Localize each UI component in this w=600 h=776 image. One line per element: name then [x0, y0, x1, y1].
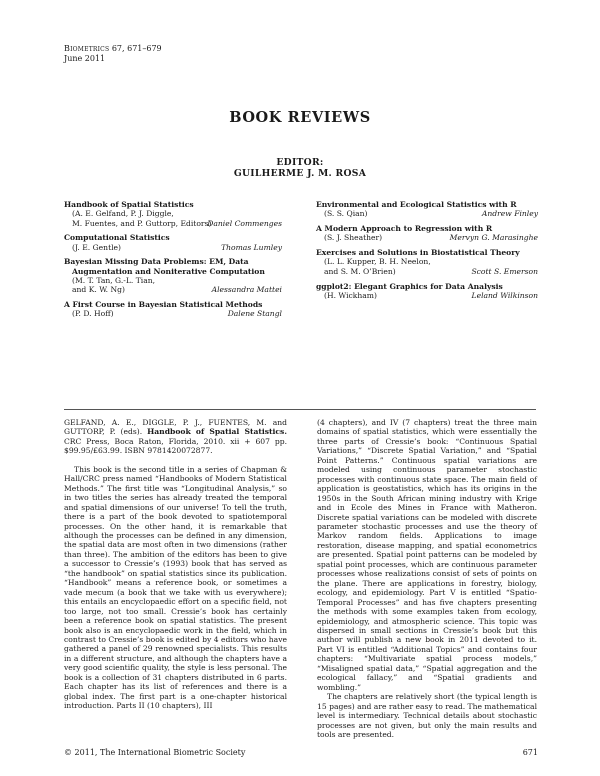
toc-book-title: Handbook of Spatial Statistics	[64, 200, 194, 209]
toc-author-line: and K. W. Ng)	[72, 285, 125, 295]
toc-entry	[64, 233, 282, 252]
journal-volume-pages: 67, 671–679	[111, 44, 162, 53]
toc-entry	[64, 200, 282, 228]
toc-book-title: A First Course in Bayesian Statistical Methods	[64, 300, 263, 310]
toc-reviewer: Andrew Finley	[481, 209, 538, 219]
review-column-right	[317, 418, 537, 739]
toc-book-authors	[64, 276, 282, 295]
toc-reviewer: Thomas Lumley	[221, 242, 282, 252]
toc-book-authors	[316, 291, 538, 300]
toc-reviewer: Scott S. Emerson	[471, 266, 538, 276]
toc-author-line: (S. S. Qian)	[324, 209, 368, 219]
toc-reviewer: Leland Wilkinson	[471, 290, 538, 300]
toc-entry	[316, 282, 538, 301]
citation-authors: GELFAND, A. E., DIGGLE, P. J., FUENTES, M. and GUTTORP, P. (eds).	[64, 418, 287, 437]
section-divider	[64, 409, 536, 410]
toc-book-title: Computational Statistics	[64, 233, 170, 243]
review-paragraph: The chapters are relatively short (the typical length is 15 pages) and are rather easy to read. The mathematical level is intermediary. Technical details about stochastic processes are not given, but only the main results and tools are presented.	[317, 692, 537, 739]
toc-book-authors	[64, 209, 282, 228]
toc-author-line: (M. T. Tan, G.-L. Tian,	[72, 276, 156, 286]
citation-publication: CRC Press, Boca Raton, Florida, 2010. xii + 607 pp. $99.95/£63.99. ISBN 9781420072877.	[64, 436, 287, 456]
journal-header	[64, 44, 162, 64]
toc-author-line: M. Fuentes, and P. Guttorp, Editors)	[72, 218, 212, 228]
toc-author-line: and S. M. O’Brien)	[324, 266, 396, 276]
journal-date: June 2011	[64, 54, 106, 63]
editor-label: EDITOR:	[276, 157, 324, 168]
editor-block	[0, 157, 600, 179]
section-title: BOOK REVIEWS	[229, 109, 371, 126]
toc-book-authors	[64, 309, 282, 318]
toc-book-title: Environmental and Ecological Statistics with R	[316, 200, 517, 209]
toc-book-authors	[316, 209, 538, 218]
page-number: 671	[522, 748, 538, 757]
toc-book-title: A Modern Approach to Regression with R	[316, 224, 493, 234]
toc-reviewer: Alessandra Mattei	[211, 285, 282, 295]
citation-book-title: Handbook of Spatial Statistics.	[147, 427, 287, 437]
toc-reviewer: Dalene Stangl	[227, 309, 282, 319]
toc-entry	[64, 257, 282, 294]
toc-left-column	[64, 200, 282, 324]
editor-name: GUILHERME J. M. ROSA	[233, 168, 367, 179]
toc-book-title: ggplot2: Elegant Graphics for Data Analysis	[316, 281, 503, 291]
toc-reviewer: Mervyn G. Marasinghe	[449, 233, 538, 243]
review-citation	[64, 418, 287, 456]
toc-book-authors	[316, 233, 538, 242]
toc-author-line: (S. J. Sheather)	[324, 233, 383, 243]
toc-entry	[316, 248, 538, 276]
toc-author-line: (J. E. Gentle)	[72, 242, 122, 252]
toc-author-line: (H. Wickham)	[324, 290, 377, 300]
review-paragraph: This book is the second title in a series of Chapman & Hall/CRC press named “Handbooks of Modern Statistical Methods.” The first title was “Longitudinal Analysis,” so in two titles the series has already treated the temporal and spatial dimensions of our universe! To tell the truth, there is a part of the book devoted to spatiotemporal processes. On the other hand, it is remarkable that although the processes can be defined in any dimension, the spatial data are most often in two dimensions (rather than three). The ambition of the editors has been to give a successor to Cressie’s (1993) book that has served as “the handbook” on spatial statistics since its publication. “Handbook” means a reference book, or sometimes a vade mecum (a book that we take with us everywhere); this entails an encyclopaedic effort on a specific field, not too large, not too small. Cressie’s book has certainly been a reference book on spatial statistics. The present book also is an encyclopaedic work in the field, which in contrast to Cressie’s book is edited by 4 editors who have gathered a panel of 29 renowned specialists. This results in a different structure, and although the chapters have a very good scientific quality, the style is less personal. The book is a collection of 31 chapters distributed in 6 parts. Each chapter has its list of references and there is a global index. The first part is a one-chapter historical introduction. Parts II (10 chapters), III	[64, 464, 287, 711]
review-column-left	[64, 418, 287, 711]
journal-name: Biometrics	[64, 44, 110, 53]
toc-reviewer: Daniel Commenges	[207, 218, 282, 228]
toc-book-title: Bayesian Missing Data Problems: EM, Data Augmentation and Noniterative Computation	[64, 257, 265, 276]
toc-entry	[316, 200, 538, 219]
toc-book-authors	[64, 243, 282, 252]
toc-entry	[64, 300, 282, 319]
review-paragraph-continued: (4 chapters), and IV (7 chapters) treat the three main domains of spatial statistics, which were essentially the three parts of Cressie’s book: “Continuous Spatial Variations,” “Discrete Spatial Variation,” and “Spatial Point Patterns.” Continuous spatial variations are modeled using continuous parameter stochastic processes with continuous state space. The main field of application is geostatistics, which has its origins in the 1950s in the South African mining industry with Krige and in Ecole des Mines in France with Matheron. Discrete spatial variations can be modeled with discrete parameter stochastic processes and use the theory of Markov random fields. Applications to image restoration, disease mapping, and spatial econometrics are presented. Spatial point patterns can be modeled by spatial point processes, which are continuous parameter processes whose realizations consist of sets of points on the plane. There are applications in forestry, biology, ecology, and epidemiology. Part V is entitled “Spatio-Temporal Processes” and has five chapters presenting the methods with some examples taken from ecology, epidemiology, and atmospheric science. This topic was dispersed in small sections in Cressie’s book but this author will publish a new book in 2011 devoted to it. Part VI is entitled “Additional Topics” and contains four chapters: “Multivariate spatial process models,” “Misaligned spatial data,” “Spatial aggregation and the ecological fallacy,” and “Spatial gradients and wombling.”	[317, 418, 537, 692]
toc-author-line: (L. L. Kupper, B. H. Neelon,	[324, 257, 431, 267]
toc-entry	[316, 224, 538, 243]
toc-author-line: (A. E. Gelfand, P. J. Diggle,	[72, 209, 174, 219]
toc-author-line: (P. D. Hoff)	[72, 309, 114, 319]
toc-book-title: Exercises and Solutions in Biostatistical Theory	[316, 248, 520, 258]
toc-right-column	[316, 200, 538, 306]
toc-book-authors	[316, 257, 538, 276]
copyright-notice: © 2011, The International Biometric Society	[64, 748, 246, 757]
